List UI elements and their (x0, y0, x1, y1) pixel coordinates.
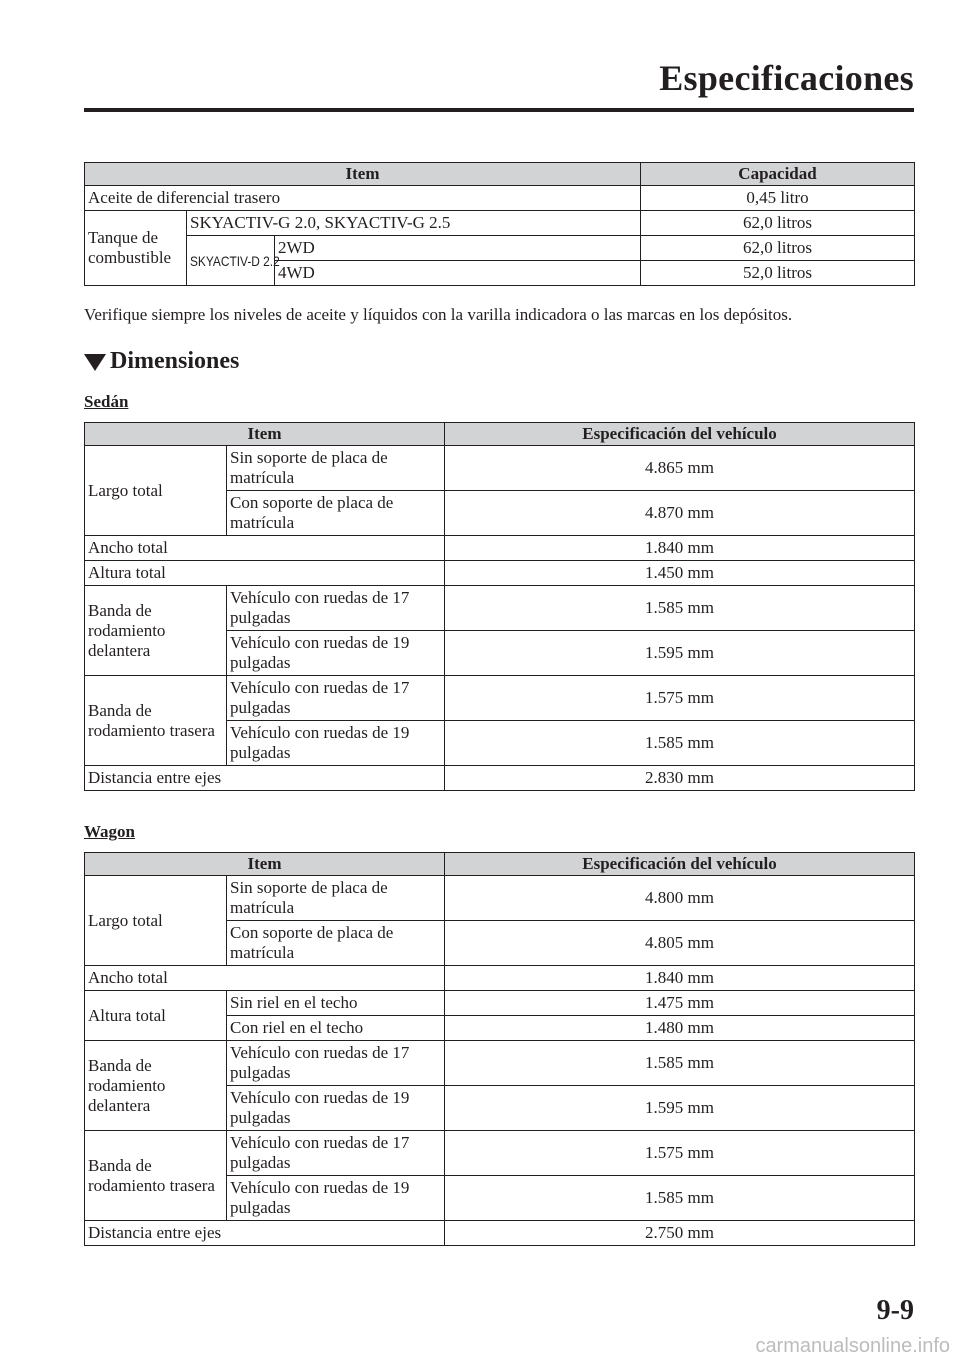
fuel-tank-label: Tanque de combustible (85, 211, 187, 286)
section-title: Dimensiones (110, 348, 240, 374)
watermark: carmanualsonline.info (755, 1335, 950, 1357)
largo-sin-label: Sin soporte de placa de matrícula (227, 876, 445, 921)
banda-tra-17-label: Vehículo con ruedas de 17 pulgadas (227, 1131, 445, 1176)
wagon-table (84, 852, 915, 1246)
banda-tra-17-value: 1.575 mm (445, 1131, 915, 1176)
distancia-value: 2.830 mm (445, 766, 915, 791)
largo-con-value: 4.805 mm (445, 921, 915, 966)
largo-total-label: Largo total (85, 446, 227, 536)
banda-del-19-label: Vehículo con ruedas de 19 pulgadas (227, 631, 445, 676)
banda-tra-17-label: Vehículo con ruedas de 17 pulgadas (227, 676, 445, 721)
distancia-label: Distancia entre ejes (85, 766, 445, 791)
tank-g-value: 62,0 litros (641, 211, 915, 236)
header-spec: Especificación del vehículo (445, 853, 915, 876)
banda-del-19-label: Vehículo con ruedas de 19 pulgadas (227, 1086, 445, 1131)
largo-sin-value: 4.800 mm (445, 876, 915, 921)
altura-con-label: Con riel en el techo (227, 1016, 445, 1041)
altura-con-value: 1.480 mm (445, 1016, 915, 1041)
sedan-table (84, 422, 915, 791)
altura-sin-label: Sin riel en el techo (227, 991, 445, 1016)
page-number: 9-9 (876, 1295, 914, 1326)
capacity-table (84, 162, 915, 286)
title-divider (84, 108, 914, 112)
sedan-heading: Sedán (84, 392, 129, 411)
tank-d-4wd-label: 4WD (275, 261, 641, 286)
tank-d-label: SKYACTIV-D 2.2 (187, 236, 275, 286)
header-item: Item (85, 423, 445, 446)
note-text: Verifique siempre los niveles de aceite y líquidos con la varilla indicadora o las marcas en los depósitos. (84, 305, 793, 324)
banda-del-17-value: 1.585 mm (445, 1041, 915, 1086)
diff-oil-value: 0,45 litro (641, 186, 915, 211)
banda-tra-19-value: 1.585 mm (445, 721, 915, 766)
banda-tra-19-label: Vehículo con ruedas de 19 pulgadas (227, 1176, 445, 1221)
distancia-value: 2.750 mm (445, 1221, 915, 1246)
largo-sin-label: Sin soporte de placa de matrícula (227, 446, 445, 491)
banda-tra-label: Banda de rodamiento trasera (85, 1131, 227, 1221)
header-item: Item (85, 163, 641, 186)
tank-d-4wd-value: 52,0 litros (641, 261, 915, 286)
triangle-down-icon (84, 354, 106, 371)
largo-total-label: Largo total (85, 876, 227, 966)
page-title: Especificaciones (659, 58, 914, 98)
largo-con-label: Con soporte de placa de matrícula (227, 491, 445, 536)
banda-tra-19-value: 1.585 mm (445, 1176, 915, 1221)
ancho-value: 1.840 mm (445, 536, 915, 561)
banda-del-label: Banda de rodamiento delantera (85, 586, 227, 676)
header-item: Item (85, 853, 445, 876)
banda-tra-label: Banda de rodamiento trasera (85, 676, 227, 766)
header-capacidad: Capacidad (641, 163, 915, 186)
distancia-label: Distancia entre ejes (85, 1221, 445, 1246)
largo-sin-value: 4.865 mm (445, 446, 915, 491)
altura-value: 1.450 mm (445, 561, 915, 586)
banda-del-17-value: 1.585 mm (445, 586, 915, 631)
banda-del-19-value: 1.595 mm (445, 1086, 915, 1131)
banda-tra-19-label: Vehículo con ruedas de 19 pulgadas (227, 721, 445, 766)
banda-del-label: Banda de rodamiento delantera (85, 1041, 227, 1131)
banda-del-17-label: Vehículo con ruedas de 17 pulgadas (227, 586, 445, 631)
ancho-value: 1.840 mm (445, 966, 915, 991)
largo-con-value: 4.870 mm (445, 491, 915, 536)
section-heading (84, 348, 239, 375)
ancho-label: Ancho total (85, 966, 445, 991)
altura-sin-value: 1.475 mm (445, 991, 915, 1016)
ancho-label: Ancho total (85, 536, 445, 561)
header-spec: Especificación del vehículo (445, 423, 915, 446)
altura-total-label: Altura total (85, 991, 227, 1041)
tank-d-2wd-label: 2WD (275, 236, 641, 261)
tank-d-2wd-value: 62,0 litros (641, 236, 915, 261)
largo-con-label: Con soporte de placa de matrícula (227, 921, 445, 966)
altura-label: Altura total (85, 561, 445, 586)
banda-tra-17-value: 1.575 mm (445, 676, 915, 721)
diff-oil-label: Aceite de diferencial trasero (85, 186, 641, 211)
banda-del-17-label: Vehículo con ruedas de 17 pulgadas (227, 1041, 445, 1086)
banda-del-19-value: 1.595 mm (445, 631, 915, 676)
wagon-heading: Wagon (84, 822, 136, 841)
tank-g-label: SKYACTIV-G 2.0, SKYACTIV-G 2.5 (187, 211, 641, 236)
